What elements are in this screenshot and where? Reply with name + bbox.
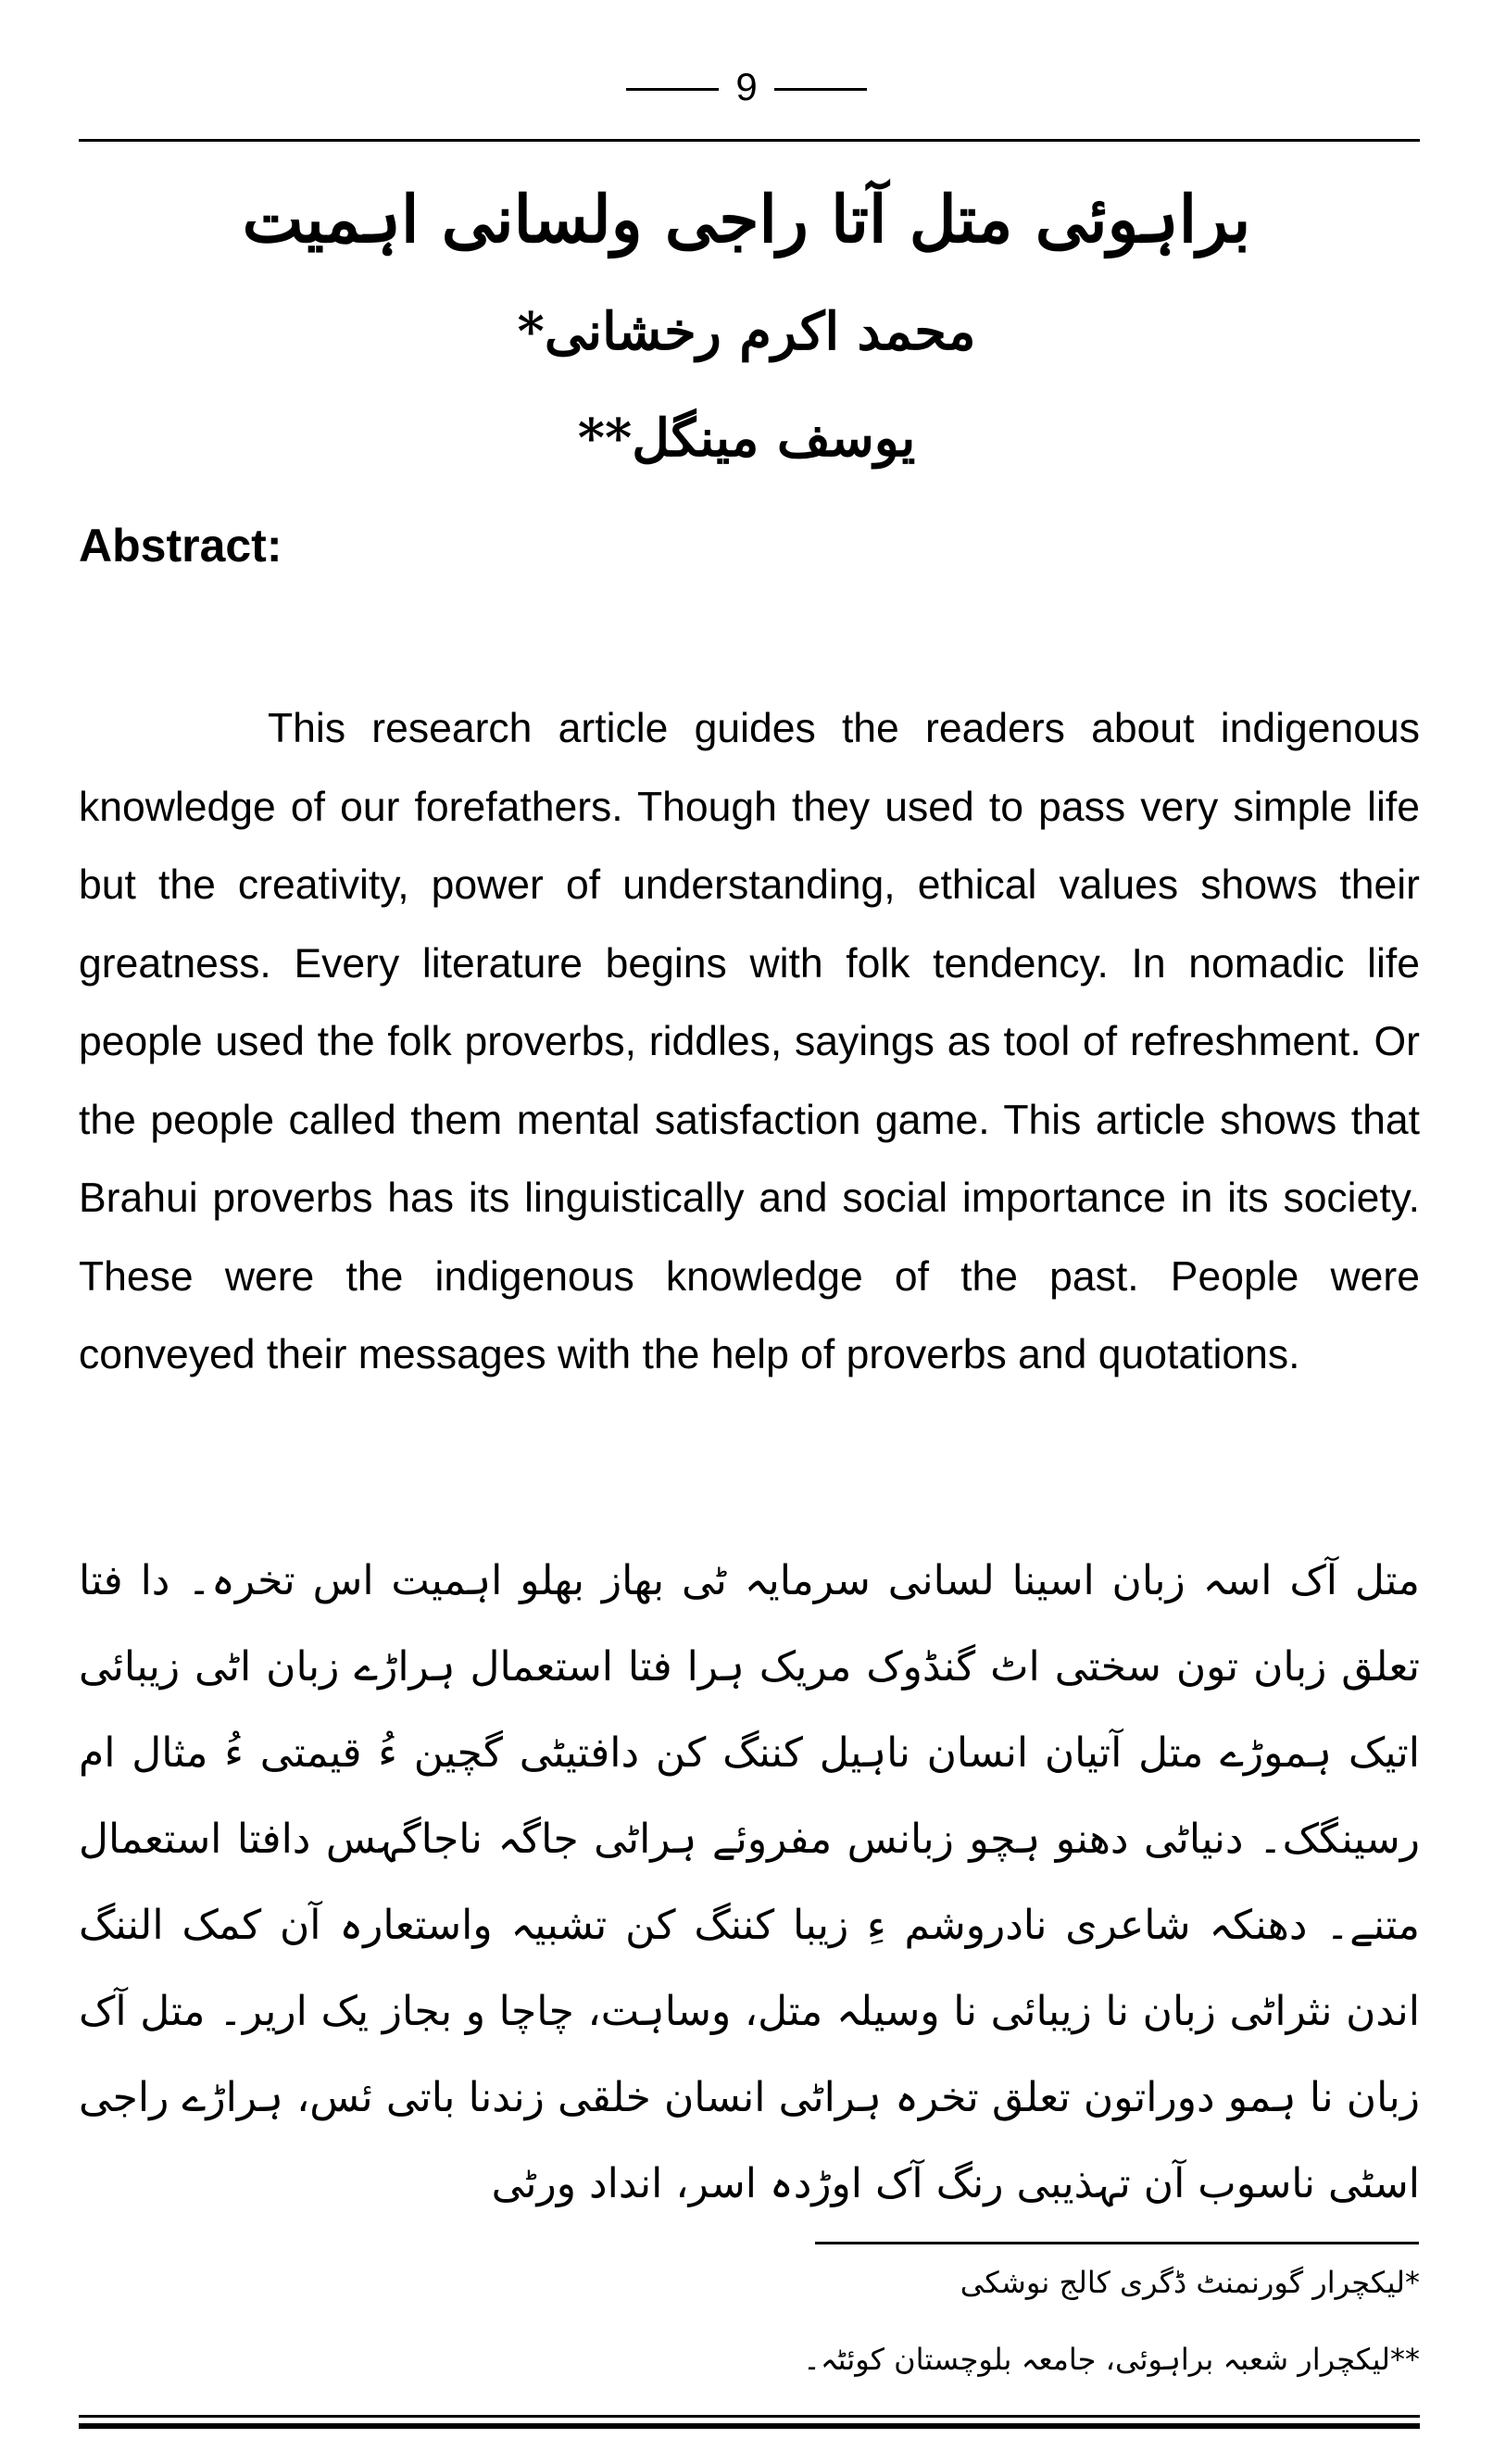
page-number-value: 9 [735,65,758,108]
footer-rule-thin [79,2415,1420,2418]
author-secondary: یوسف مینگل** [577,408,916,469]
abstract-body: This research article guides the readers about indigenous knowledge of our forefathers. Though they used to pass very simple life but the creativity, power of understanding, ethical values shows their greatness. Every literature begins with folk tendency. In nomadic life people used the folk proverbs, riddles, sayings as tool of refreshment. Or the people called them mental satisfaction game. This article shows that Brahui proverbs has its linguistically and social importance in its society. These were the indigenous knowledge of the past. People were conveyed their messages with the help of proverbs and quotations. [79,706,1420,1377]
page-number-dash-right [774,88,867,91]
abstract-heading: Abstract: [79,520,282,572]
author-primary: محمد اکرم رخشانی* [517,301,976,362]
header-rule [79,139,1420,142]
body-paragraph: متل آک اسہ زبان اسینا لسانی سرمایہ ٹی بھاز بھلو اہمیت اس تخرہ۔ دا فتا تعلق زبان تون سختی اٹ گنڈوک مریک ہرا فتا استعمال ہراڑے زبان اٹی زیبائی اتیک ہموڑے متل آتیان انسان ناہیل کننگ کن دافتیٹی گچین ءُ قیمتی ءُ مثال ام رسینگک۔ دنیاٹی دھنو ہچو زبانس مفروئے ہراٹی جاگہ ناجاگہس دافتا استعمال متنے۔ دھنکہ شاعری نادروشم ءِ زیبا کننگ کن تشبیہ واستعارہ آن کمک الننگ اندن نثراٹی زبان نا زیبائی نا وسیلہ متل، وساہت، چاچا و بجاز یک اریر۔ متل آک زبان نا ہمو دوراتون تعلق تخرہ ہراٹی انسان خلقی زندنا باتی ئس، ہراڑے راجی اسٹی ناسوب آن تہذیبی رنگ آک اوڑدہ اسر، انداد ورٹی [79,1557,1420,2207]
page-number-dash-left [626,88,719,91]
footnote-1: *لیکچرار گورنمنٹ ڈگری کالج نوشکی [960,2265,1420,2300]
page-number [0,65,1493,109]
footnote-2: **لیکچرار شعبہ براہوئی، جامعہ بلوچستان کوئٹہ۔ [803,2342,1420,2377]
footer-rule-thick [79,2423,1420,2429]
article-title: براہوئی متل آتا راجی ولسانی اہمیت [242,181,1251,258]
footnote-separator [815,2242,1419,2244]
